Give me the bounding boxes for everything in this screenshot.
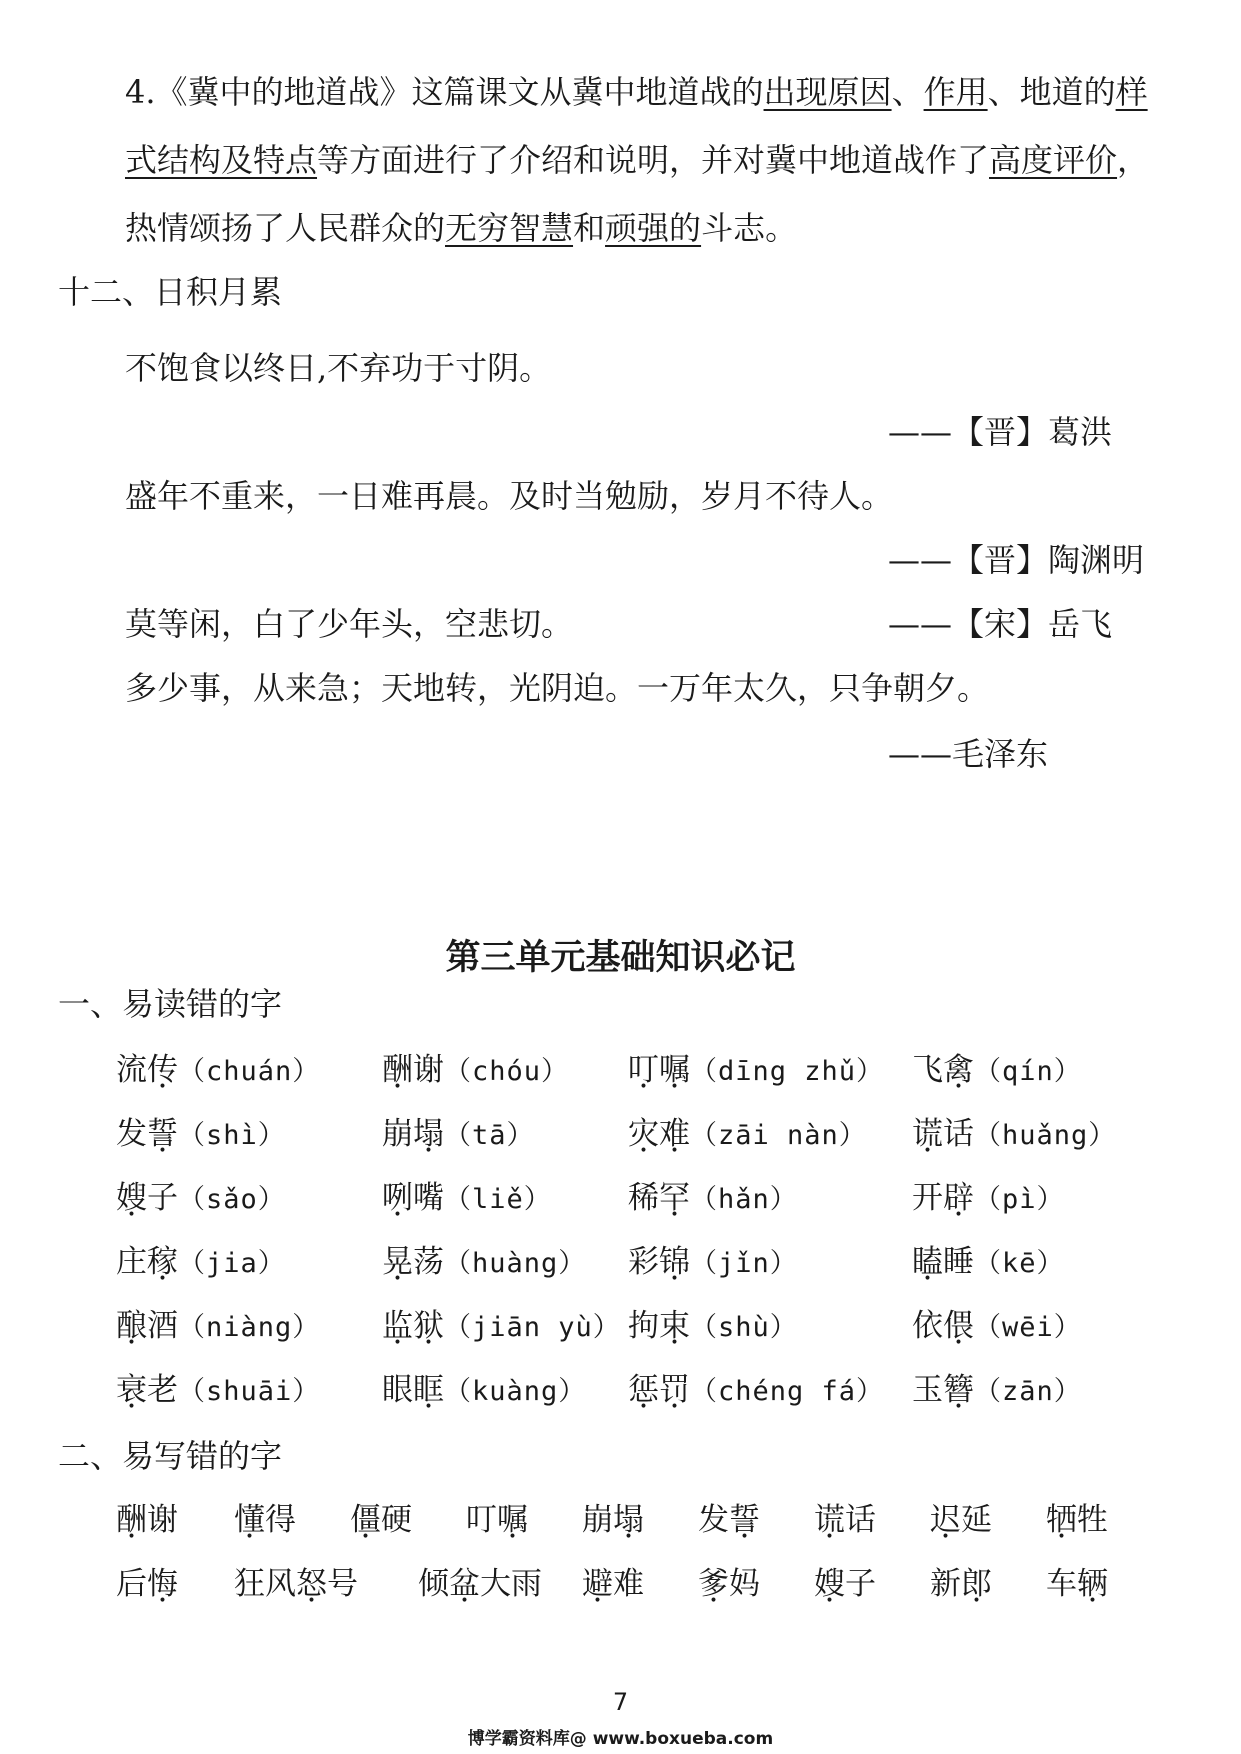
word-item: 崩塌	[582, 1502, 644, 1538]
word-item: 谎话	[814, 1502, 876, 1538]
intro-text: 热情颂扬了人民群众的	[125, 209, 446, 247]
word-item: 狂风怒号	[234, 1566, 358, 1602]
underlined-term: 无穷智慧	[445, 209, 574, 247]
word-item: 车辆	[1046, 1566, 1108, 1602]
pinyin-item: 依偎（wēi）	[912, 1308, 1082, 1344]
pinyin-item: 彩锦（jǐn）	[628, 1244, 798, 1280]
quote-3-author: ——【宋】岳飞	[888, 605, 1113, 643]
pinyin-item: 崩塌（tā）	[382, 1116, 535, 1152]
intro-line-1	[125, 72, 1148, 112]
word-item: 牺牲	[1046, 1502, 1108, 1538]
pinyin-item: 嫂子（sǎo）	[116, 1180, 286, 1216]
word-item: 爹妈	[698, 1566, 760, 1602]
word-item: 迟延	[930, 1502, 992, 1538]
page-number: 7	[612, 1688, 629, 1716]
word-item: 酬谢	[116, 1502, 178, 1538]
pinyin-item: 流传（chuán）	[116, 1052, 321, 1088]
underlined-term: 顽强的	[605, 209, 702, 247]
word-item: 叮嘱	[466, 1502, 528, 1538]
quote-4: 多少事，从来急；天地转，光阴迫。一万年太久，只争朝夕。	[125, 669, 990, 707]
section-1-title: 一、易读错的字	[58, 985, 283, 1023]
pinyin-item: 发誓（shì）	[116, 1116, 286, 1152]
pinyin-item: 谎话（huǎng）	[912, 1116, 1117, 1152]
word-item: 新郎	[930, 1566, 992, 1602]
word-item: 发誓	[698, 1502, 760, 1538]
underlined-term: 高度评价	[989, 141, 1118, 179]
section-2-title: 二、易写错的字	[58, 1437, 283, 1475]
underlined-term: 作用	[923, 73, 988, 111]
pinyin-item: 咧嘴（liě）	[382, 1180, 552, 1216]
intro-line-3	[125, 208, 797, 248]
underlined-term: 出现原因	[763, 73, 892, 111]
word-item: 避难	[582, 1566, 644, 1602]
pinyin-item: 瞌睡（kē）	[912, 1244, 1065, 1280]
intro-text: 斗志。	[701, 209, 798, 247]
quote-3: 莫等闲，白了少年头，空悲切。	[125, 605, 574, 643]
pinyin-item: 稀罕（hǎn）	[628, 1180, 798, 1216]
word-item: 嫂子	[814, 1566, 876, 1602]
pinyin-item: 衰老（shuāi）	[116, 1372, 321, 1408]
pinyin-item: 拘束（shù）	[628, 1308, 798, 1344]
word-item: 懂得	[234, 1502, 296, 1538]
underlined-term: 式结构及特点	[125, 141, 318, 179]
pinyin-item: 飞禽（qín）	[912, 1052, 1082, 1088]
pinyin-item: 叮嘱（dīng zhǔ）	[628, 1052, 885, 1088]
quote-2: 盛年不重来，一日难再晨。及时当勉励，岁月不待人。	[125, 477, 894, 515]
intro-text: 、地道的	[987, 73, 1116, 111]
intro-text: 4.《冀中的地道战》这篇课文从冀中地道战的	[125, 73, 764, 111]
quote-1-author: ——【晋】葛洪	[888, 413, 1113, 451]
quote-1: 不饱食以终日,不弃功于寸阴。	[125, 349, 552, 387]
section-12-title: 十二、日积月累	[58, 273, 283, 311]
quote-2-author: ——【晋】陶渊明	[888, 541, 1145, 579]
unit-heading: 第三单元基础知识必记	[445, 937, 796, 978]
intro-text: 等方面进行了介绍和说明，并对冀中地道战作了	[317, 141, 990, 179]
pinyin-item: 玉簪（zān）	[912, 1372, 1082, 1408]
footer-watermark: 博学霸资料库@ www.boxueba.com	[467, 1729, 774, 1749]
pinyin-item: 酬谢（chóu）	[382, 1052, 570, 1088]
intro-text: ，	[1117, 141, 1150, 179]
intro-text: 和	[573, 209, 606, 247]
pinyin-item: 惩罚（chéng fá）	[628, 1372, 885, 1408]
word-item: 僵硬	[350, 1502, 412, 1538]
word-item: 后悔	[116, 1566, 178, 1602]
pinyin-item: 酿酒（niàng）	[116, 1308, 321, 1344]
underlined-term: 样	[1115, 73, 1148, 111]
word-item: 倾盆大雨	[418, 1566, 542, 1602]
pinyin-item: 眼眶（kuàng）	[382, 1372, 587, 1408]
intro-line-2	[125, 140, 1149, 180]
intro-text: 、	[891, 73, 924, 111]
pinyin-item: 晃荡（huàng）	[382, 1244, 587, 1280]
pinyin-item: 庄稼（jia）	[116, 1244, 286, 1280]
quote-4-author: ——毛泽东	[888, 735, 1049, 773]
pinyin-item: 开辟（pì）	[912, 1180, 1065, 1216]
pinyin-item: 灾难（zāi nàn）	[628, 1116, 867, 1152]
pinyin-item: 监狱（jiān yù）	[382, 1308, 621, 1344]
